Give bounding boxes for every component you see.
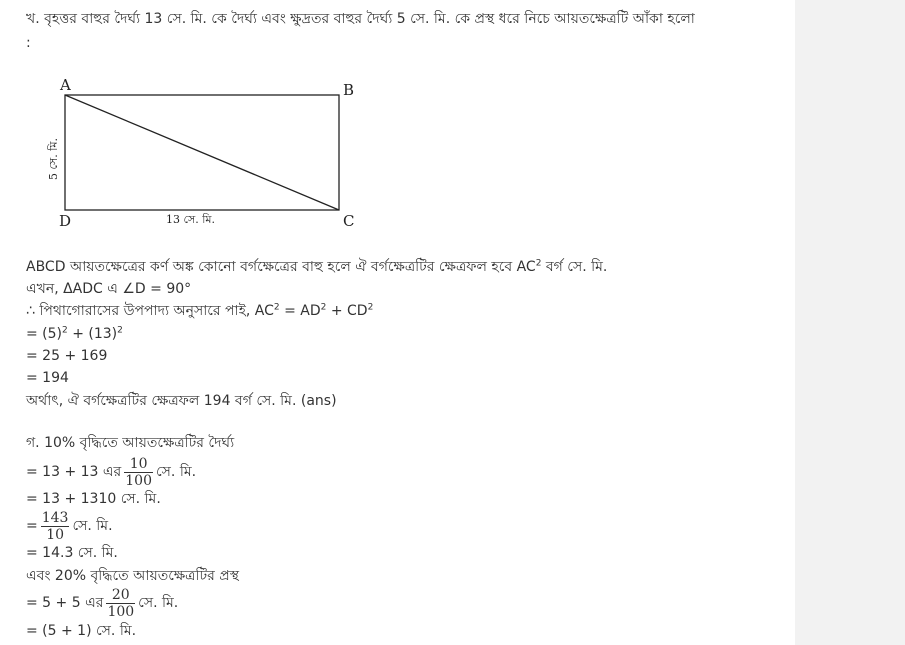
- ga-line-4: = $\frac{143}{10}$ সে. মি.: [26, 509, 113, 543]
- side-dc-length-label: 13 সে. মি.: [166, 213, 215, 226]
- kha-line-4: = $(5)^2 + (13)^2$: [26, 325, 123, 342]
- kha-line-6: = 194: [26, 370, 69, 386]
- part-kha-intro: খ. বৃহত্তর বাহুর দৈর্ঘ্য 13 সে. মি. কে দৈর্ঘ্য এবং ক্ষুদ্রতর বাহুর দৈর্ঘ্য 5 সে. মি. কে প্রস্থ ধরে নিচে আয়তক্ষেত্রটি আঁকা হলো: [26, 11, 695, 27]
- vertex-d-label: D: [59, 212, 72, 230]
- part-kha-intro-colon: :: [26, 35, 31, 51]
- ga-line-3: = 13 + 1310 সে. মি.: [26, 491, 161, 507]
- diagonal-ac: [65, 95, 339, 210]
- kha-line-1: ABCD আয়তক্ষেত্রের কর্ণ অঙ্ক কোনো বর্গক্ষেত্রের বাহু হলে ঐ বর্গক্ষেত্রটির ক্ষেত্রফল হবে $AC^2$ বর্গ সে. মি.: [26, 258, 608, 275]
- kha-line-2: এখন, ΔADC এ ∠D = 90°: [26, 281, 192, 297]
- fraction: $\frac{143}{10}$: [41, 509, 69, 543]
- ga-line-6: এবং 20% বৃদ্ধিতে আয়তক্ষেত্রটির প্রস্থ: [26, 568, 239, 584]
- ga-line-1: গ. 10% বৃদ্ধিতে আয়তক্ষেত্রটির দৈর্ঘ্য: [26, 435, 235, 451]
- right-sidebar: [795, 0, 905, 645]
- fraction: $\frac{10}{100}$: [125, 455, 152, 489]
- ga-line-7: = 5 + 5 এর $\frac{20}{100}$ সে. মি.: [26, 586, 179, 620]
- ga-line-8: = (5 + 1) সে. মি.: [26, 623, 137, 639]
- kha-line-7-answer: অর্থাৎ, ঐ বর্গক্ষেত্রটির ক্ষেত্রফল 194 বর্গ সে. মি. (ans): [26, 393, 337, 409]
- vertex-a-label: A: [60, 76, 71, 94]
- ga-line-2: = 13 + 13 এর $\frac{10}{100}$ সে. মি.: [26, 455, 197, 489]
- side-ad-length-label: 5 সে. মি.: [47, 138, 60, 180]
- vertex-b-label: B: [343, 81, 355, 99]
- fraction: $\frac{20}{100}$: [107, 586, 135, 620]
- kha-line-3: ∴ পিথাগোরাসের উপপাদ্য অনুসারে পাই, $AC^2 = AD^2 + CD^2$: [26, 302, 374, 319]
- ga-line-5: = 14.3 সে. মি.: [26, 545, 118, 561]
- rectangle-figure: [26, 70, 386, 235]
- kha-line-5: = 25 + 169: [26, 348, 108, 364]
- vertex-c-label: C: [343, 212, 355, 230]
